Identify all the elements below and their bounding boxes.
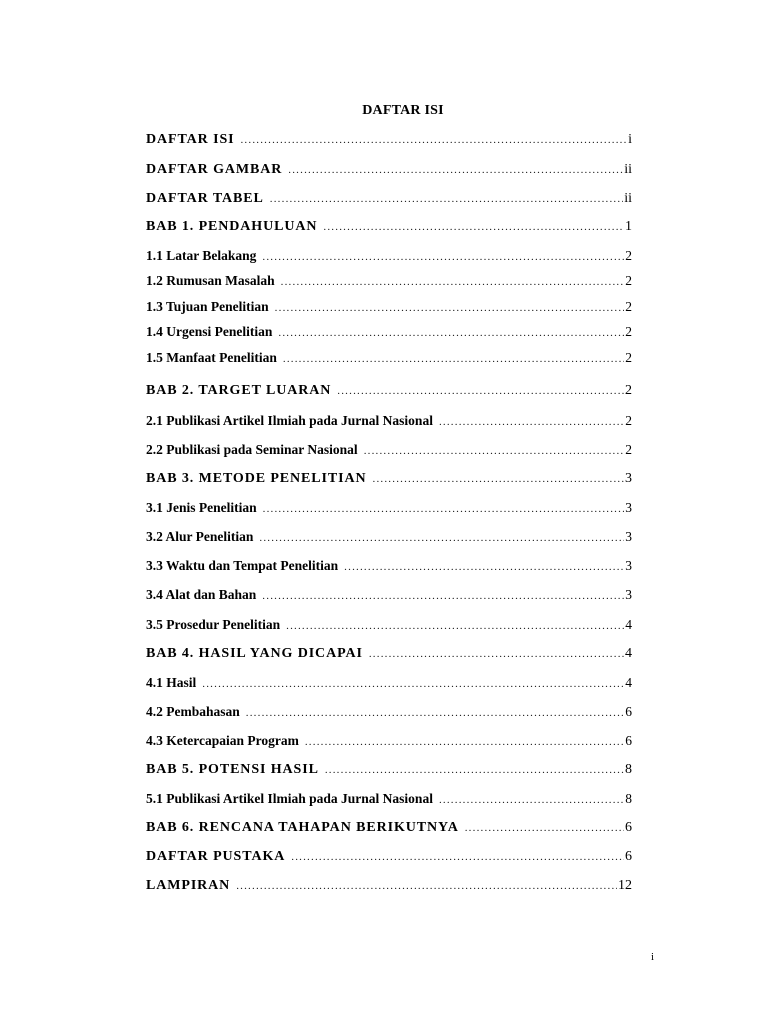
toc-entry-label: 5.1 Publikasi Artikel Ilmiah pada Jurnal Nasional [146,791,433,806]
toc-entry-label: DAFTAR TABEL [146,191,264,206]
toc-entry-label: 3.1 Jenis Penelitian [146,500,257,515]
toc-leader-dots [270,190,623,208]
toc-leader-dots [278,324,624,342]
toc-entry-page: 6 [625,820,632,835]
toc-entry-page: 6 [625,733,632,748]
toc-entry [146,674,632,693]
toc-entry [146,349,632,368]
toc-leader-dots [323,218,624,236]
toc-entry-page: 3 [625,500,632,515]
toc-entry-label: 4.2 Pembahasan [146,704,240,719]
toc-entry-label: BAB 5. POTENSI HASIL [146,762,319,777]
toc-entry-label: 1.3 Tujuan Penelitian [146,299,269,314]
toc-leader-dots [259,529,624,547]
toc-entry-page: 6 [625,849,632,864]
toc-leader-dots [281,273,625,291]
toc-entry-label: DAFTAR PUSTAKA [146,849,286,864]
toc-leader-dots [369,645,624,663]
toc-leader-dots [262,587,624,605]
toc-entry [146,616,632,635]
toc-entry-label: BAB 3. METODE PENELITIAN [146,471,367,486]
toc-entry-page: 2 [625,299,632,314]
toc-entry-page: 4 [625,675,632,690]
toc-leader-dots [439,791,624,809]
toc-leader-dots [246,704,624,722]
toc-entry [146,499,632,518]
toc-entry-page: 3 [625,471,632,486]
toc-entry [146,470,632,488]
toc-entry-page: 6 [625,704,632,719]
toc-leader-dots [325,761,624,779]
toc-entry-label: LAMPIRAN [146,878,231,893]
toc-entry-label: DAFTAR ISI [146,132,235,147]
toc-entry-label: 3.5 Prosedur Penelitian [146,617,281,632]
toc-entry-label: 3.3 Waktu dan Tempat Penelitian [146,558,339,573]
toc-leader-dots [373,470,625,488]
toc-entry-page: 3 [625,558,632,573]
toc-leader-dots [288,161,623,179]
toc-leader-dots [240,131,627,149]
toc-entry-page: 2 [625,413,632,428]
toc-entry-label: 3.2 Alur Penelitian [146,529,254,544]
toc-entry [146,819,632,837]
toc-entry [146,131,632,149]
toc-entry [146,323,632,342]
toc-entry-page: 8 [625,762,632,777]
toc-entry-label: 4.3 Ketercapaian Program [146,733,299,748]
toc-entry-label: BAB 4. HASIL YANG DICAPAI [146,646,363,661]
toc-entry-page: 2 [625,442,632,457]
toc-entry [146,732,632,751]
toc-entry [146,190,632,208]
toc-entry-label: 1.2 Rumusan Masalah [146,273,275,288]
toc-entry [146,557,632,576]
toc-leader-dots [286,617,624,635]
toc-entry-label: 4.1 Hasil [146,675,197,690]
toc-entry-page: 2 [625,248,632,263]
toc-entry-label: 1.1 Latar Belakang [146,248,257,263]
toc-entry-page: 4 [625,617,632,632]
toc-entry-page: 1 [625,219,632,234]
toc-entry-label: 2.2 Publikasi pada Seminar Nasional [146,442,358,457]
toc-entry-page: 12 [618,878,632,893]
page-title: DAFTAR ISI [362,103,444,118]
toc-entry-label: DAFTAR GAMBAR [146,162,283,177]
toc-leader-dots [262,248,624,266]
toc-entry [146,877,632,895]
toc-entry-label: 2.1 Publikasi Artikel Ilmiah pada Jurnal Nasional [146,413,433,428]
toc-entry [146,272,632,291]
toc-entry-page: ii [624,162,632,177]
toc-leader-dots [364,442,625,460]
toc-entry [146,528,632,547]
toc-entry-page: 2 [625,273,632,288]
toc-leader-dots [283,350,624,368]
toc-entry-page: ii [624,191,632,206]
toc-entry [146,848,632,866]
toc-entry-page: 3 [625,529,632,544]
toc-leader-dots [275,299,625,317]
toc-entry [146,412,632,431]
toc-entry-label: 1.5 Manfaat Penelitian [146,350,277,365]
toc-leader-dots [202,675,624,693]
toc-entry-page: 3 [625,587,632,602]
toc-entry [146,761,632,779]
toc-entry-page: 2 [625,324,632,339]
toc-entry-page: 2 [625,350,632,365]
toc-entry [146,298,632,317]
toc-entry [146,586,632,605]
toc-entry-label: 3.4 Alat dan Bahan [146,587,257,602]
toc-entry-label: BAB 2. TARGET LUARAN [146,383,332,398]
toc-leader-dots [236,877,617,895]
toc-entry [146,645,632,663]
toc-leader-dots [263,500,625,518]
toc-leader-dots [465,819,624,837]
page-number: i [651,951,655,963]
toc-leader-dots [291,848,624,866]
toc-entry-page: 8 [625,791,632,806]
toc-entry [146,247,632,266]
toc-entry-page: 2 [625,383,632,398]
toc-leader-dots [439,413,624,431]
toc-leader-dots [337,382,624,400]
toc-entry-label: 1.4 Urgensi Penelitian [146,324,273,339]
toc-entry-page: i [628,132,632,147]
toc-entry [146,382,632,400]
toc-entry [146,703,632,722]
toc-leader-dots [344,558,624,576]
toc-entry-label: BAB 1. PENDAHULUAN [146,219,318,234]
toc-entry [146,218,632,236]
toc-entry-label: BAB 6. RENCANA TAHAPAN BERIKUTNYA [146,820,459,835]
toc-entry-page: 4 [625,646,632,661]
toc-entry [146,790,632,809]
toc-entry [146,441,632,460]
toc-leader-dots [305,733,624,751]
toc-entry [146,161,632,179]
